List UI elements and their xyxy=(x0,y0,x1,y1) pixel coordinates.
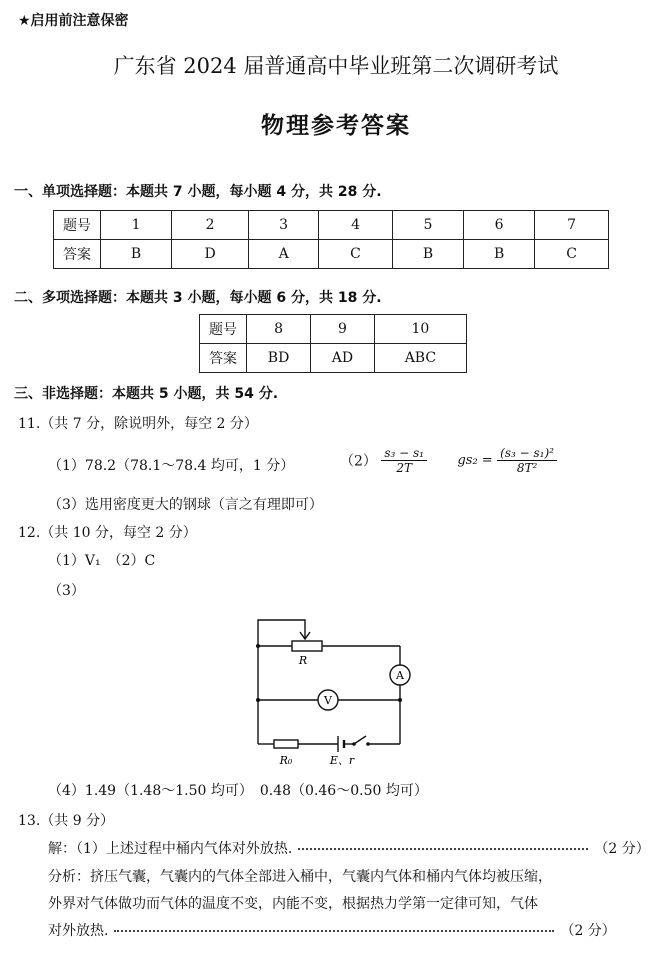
table-cell: B xyxy=(101,240,172,269)
table-cell: C xyxy=(535,240,609,269)
table-cell: B xyxy=(464,240,535,269)
exam-title: 广东省 2024 届普通高中毕业班第二次调研考试 xyxy=(113,54,559,78)
table-cell: 9 xyxy=(311,315,375,344)
table-cell: AD xyxy=(311,344,375,373)
battery-label: E、r xyxy=(329,754,355,767)
fraction-denominator: 2T xyxy=(396,461,412,475)
q13-line4 xyxy=(48,920,616,940)
table-cell: B xyxy=(392,240,463,269)
page-title: 物理参考答案 xyxy=(261,112,411,139)
dotted-leader xyxy=(298,848,588,850)
table-cell: 3 xyxy=(249,211,319,240)
q13-line1 xyxy=(48,838,650,858)
table-cell: C xyxy=(319,240,393,269)
table-cell: A xyxy=(249,240,319,269)
rheostat-label: R xyxy=(298,654,308,667)
voltmeter-label: V xyxy=(324,694,332,707)
table-header-cell: 答案 xyxy=(200,344,247,373)
table-cell: ABC xyxy=(374,344,466,373)
confidential-notice: ★启用前注意保密 xyxy=(18,13,129,29)
fraction xyxy=(381,446,427,475)
table-cell: BD xyxy=(247,344,311,373)
table-cell: 6 xyxy=(464,211,535,240)
table-cell: 1 xyxy=(101,211,172,240)
equation-lhs: gs₂ = xyxy=(457,453,493,468)
table-cell: 5 xyxy=(392,211,463,240)
score-label: （2 分） xyxy=(594,841,650,857)
table-cell: 10 xyxy=(374,315,466,344)
q12-header: 12.（共 10 分，每空 2 分） xyxy=(18,525,197,541)
q13-line2: 分析：挤压气囊，气囊内的气体全部进入桶中，气囊内气体和桶内气体均被压缩， xyxy=(48,869,552,885)
q12-part3: （3） xyxy=(48,583,85,599)
single-choice-answer-table xyxy=(53,210,609,269)
table-header-cell: 题号 xyxy=(200,315,247,344)
table-header-cell: 答案 xyxy=(54,240,101,269)
q11-part2-label: （2） xyxy=(340,453,377,470)
section3-heading: 三、非选择题：本题共 5 小题，共 54 分. xyxy=(14,386,279,402)
table-cell: 2 xyxy=(172,211,249,240)
table-cell: D xyxy=(172,240,249,269)
fraction-numerator: s₃ − s₁ xyxy=(381,446,427,461)
q11-part2 xyxy=(340,446,557,475)
q13-answer-text: 对外放热. xyxy=(48,923,109,939)
score-label: （2 分） xyxy=(560,923,616,939)
circuit-diagram xyxy=(240,612,420,772)
ammeter-label: A xyxy=(396,669,404,682)
q11-part3: （3）选用密度更大的钢球（言之有理即可） xyxy=(48,497,323,513)
q11-part1: （1）78.2（78.1～78.4 均可，1 分） xyxy=(48,458,295,474)
table-cell: 7 xyxy=(535,211,609,240)
table-header-cell: 题号 xyxy=(54,211,101,240)
q13-line3: 外界对气体做功而气体的温度不变，内能不变，根据热力学第一定律可知，气体 xyxy=(48,896,538,912)
q13-answer-text: 解：（1）上述过程中桶内气体对外放热. xyxy=(48,841,293,857)
table-row xyxy=(200,344,467,373)
table-row xyxy=(54,211,609,240)
table-row xyxy=(200,315,467,344)
table-cell: 4 xyxy=(319,211,393,240)
dotted-leader xyxy=(114,930,554,932)
fraction-denominator: 8T² xyxy=(516,461,538,475)
section2-heading: 二、多项选择题：本题共 3 小题，每小题 6 分，共 18 分. xyxy=(14,290,382,306)
table-row xyxy=(54,240,609,269)
multi-choice-answer-table xyxy=(199,314,467,373)
q12-part1-2: （1）V₁ （2）C xyxy=(48,553,156,569)
section1-heading: 一、单项选择题：本题共 7 小题，每小题 4 分，共 28 分. xyxy=(14,184,382,200)
fraction-numerator: (s₃ − s₁)² xyxy=(497,446,557,461)
resistor-label: R₀ xyxy=(279,754,293,767)
q11-header: 11.（共 7 分，除说明外，每空 2 分） xyxy=(18,416,258,432)
fraction xyxy=(497,446,557,475)
q12-part4: （4）1.49（1.48～1.50 均可） 0.48（0.46～0.50 均可） xyxy=(48,783,428,799)
table-cell: 8 xyxy=(247,315,311,344)
q13-header: 13.（共 9 分） xyxy=(18,813,115,829)
